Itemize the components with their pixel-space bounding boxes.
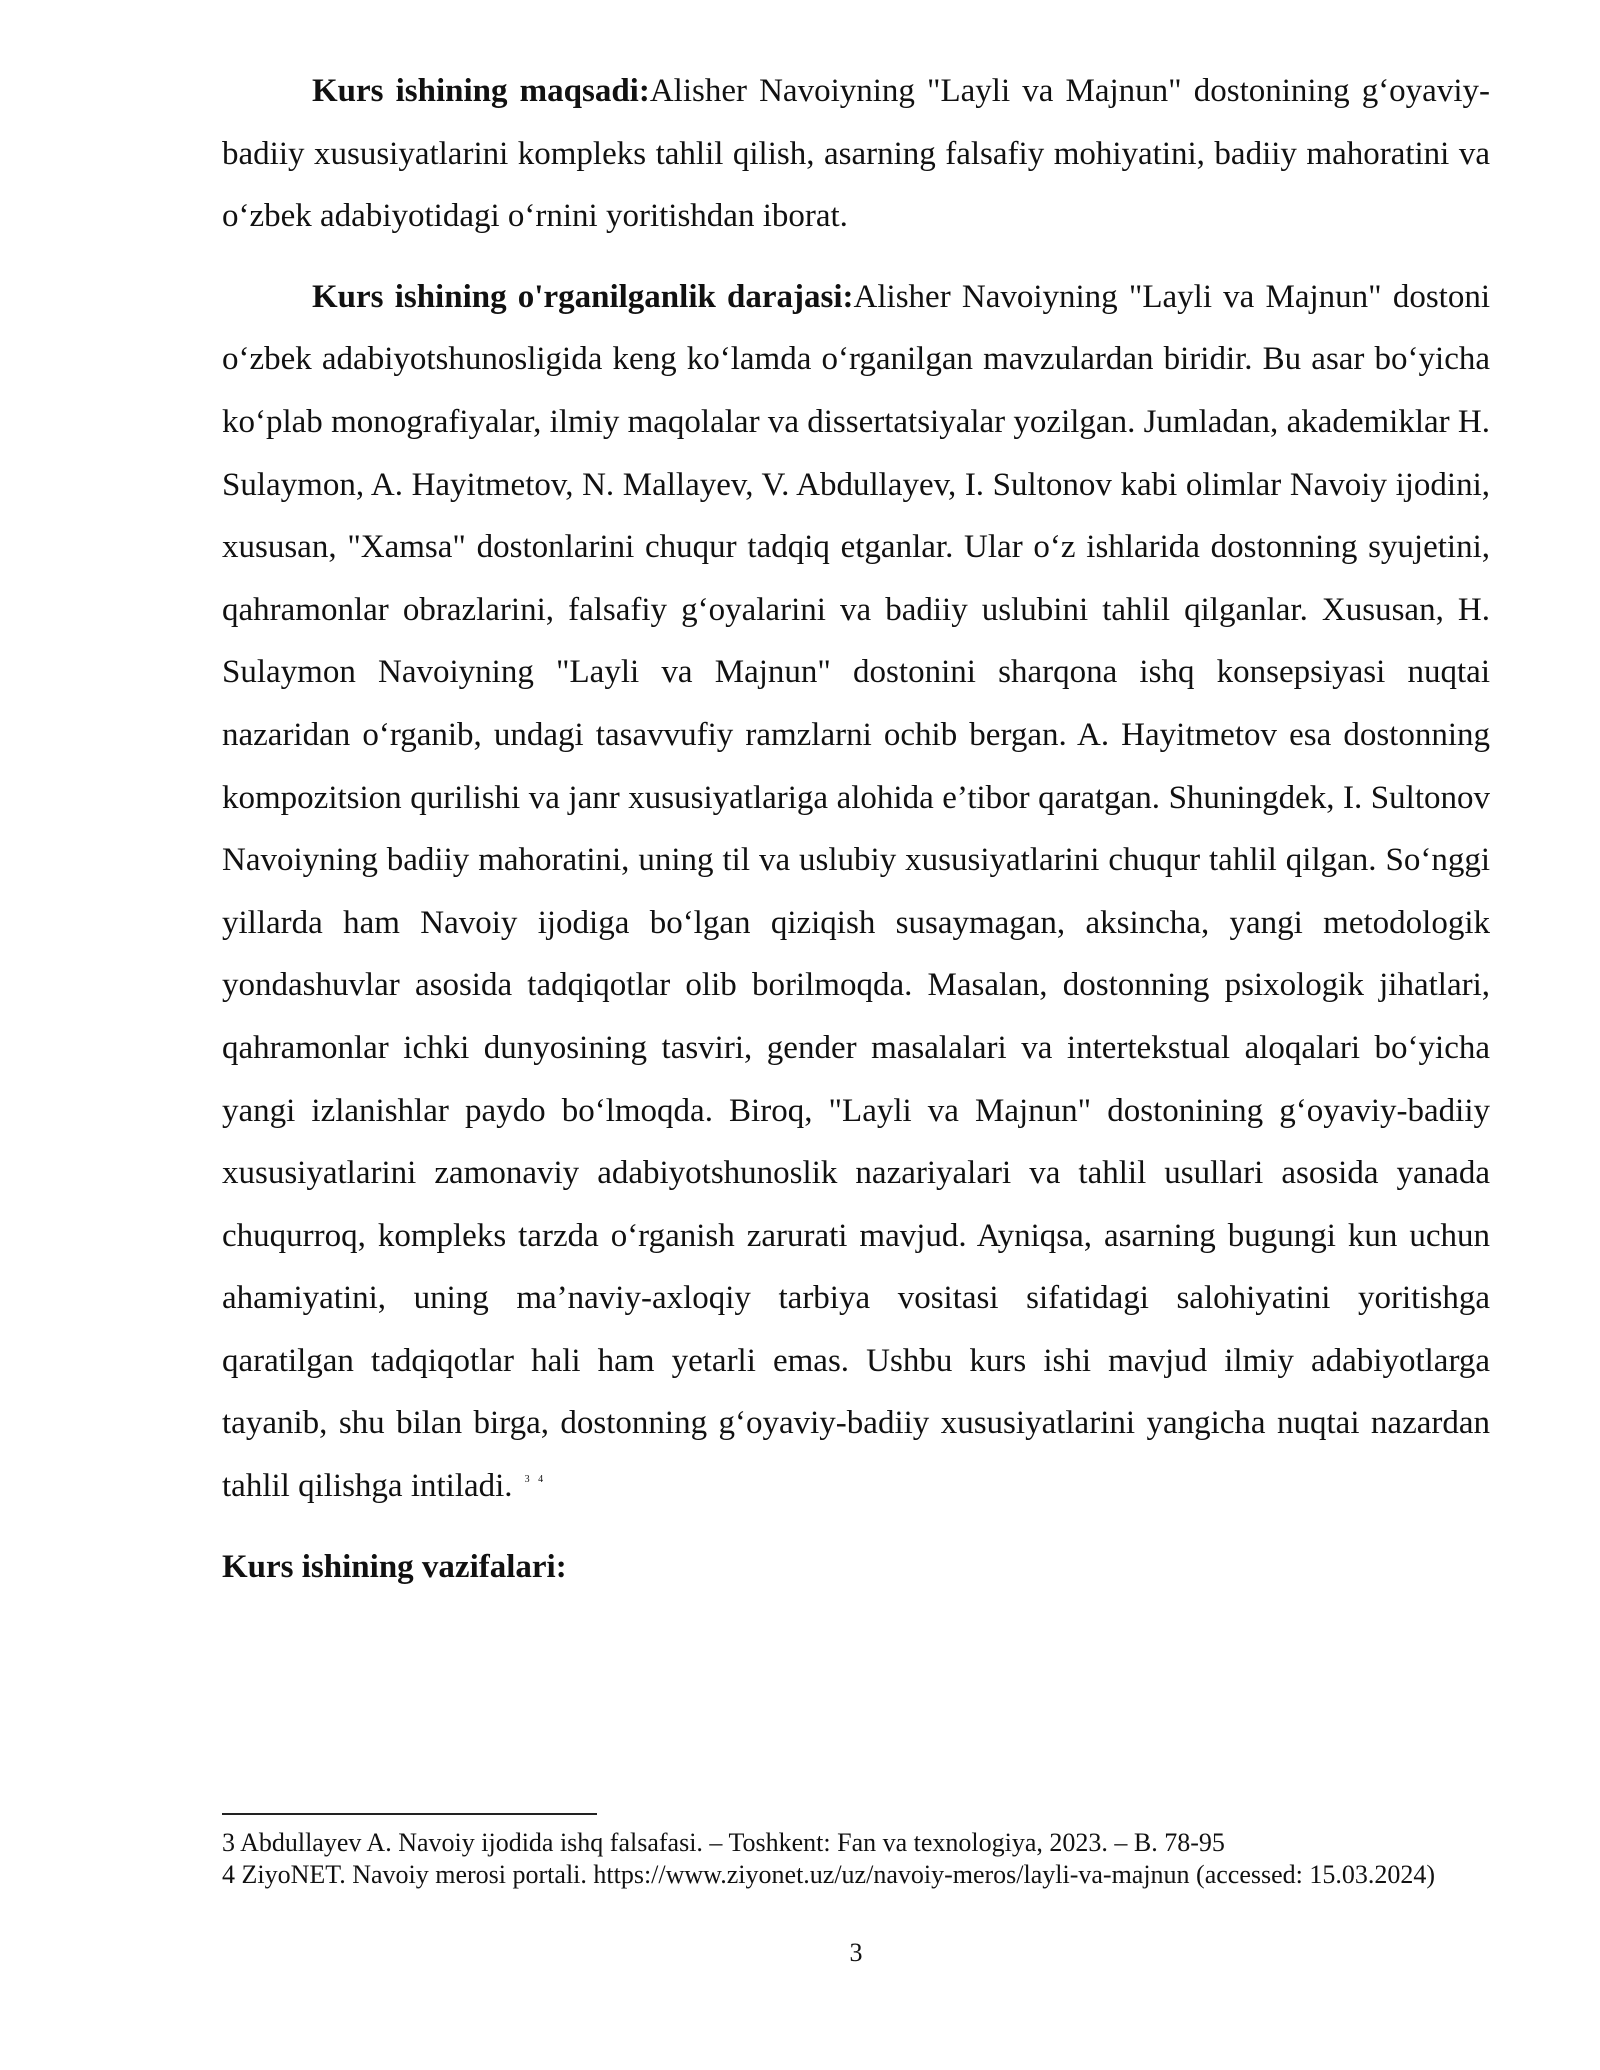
study-level-label: Kurs ishining o'rganilganlik darajasi:: [312, 278, 854, 315]
footnote-separator: [222, 1813, 597, 1815]
goal-text: Alisher Navoiyning "Layli va Majnun" dostonining g‘oyaviy-badiiy xususiyatlarini kompleks tahlil qilish, asarning falsafiy mohiyatini, badiiy mahoratini va o‘zbek adabiyotidagi o‘rnini yoritishdan iborat.: [222, 73, 1490, 235]
page-number: 3: [849, 1938, 863, 1967]
footnote-3: 3 Abdullayev A. Navoiy ijodida ishq falsafasi. – Toshkent: Fan va texnologiya, 2023. – B. 78-95: [222, 1828, 1225, 1857]
study-level-text: Alisher Navoiyning "Layli va Majnun" dostoni o‘zbek adabiyotshunosligida keng ko‘lamda o‘rganilgan mavzulardan biridir. Bu asar bo‘yicha ko‘plab monografiyalar, ilmiy maqolalar va dissertatsiyalar yozilgan. Jumladan, akademiklar H. Sulaymon, A. Hayitmetov, N. Mallayev, V. Abdullayev, I. Sultonov kabi olimlar Navoiy ijodini, xususan, "Xamsa" dostonlarini chuqur tadqiq etganlar. Ular o‘z ishlarida dostonning syujetini, qahramonlar obrazlarini, falsafiy g‘oyalarini va badiiy uslubini tahlil qilganlar. Xususan, H. Sulaymon Navoiyning "Layli va Majnun" dostonini sharqona ishq konsepsiyasi nuqtai nazaridan o‘rganib, undagi tasavvufiy ramzlarni ochib bergan. A. Hayitmetov esa dostonning kompozitsion qurilishi va janr xususiyatlariga alohida e’tibor qaratgan. Shuningdek, I. Sultonov Navoiyning badiiy mahoratini, uning til va uslubiy xususiyatlarini chuqur tahlil qilgan. So‘nggi yillarda ham Navoiy ijodiga bo‘lgan qiziqish susaymagan, aksincha, yangi metodologik yondashuvlar asosida tadqiqotlar olib borilmoqda. Masalan, dostonning psixologik jihatlari, qahramonlar ichki dunyosining tasviri, gender masalalari va intertekstual aloqalari bo‘yicha yangi izlanishlar paydo bo‘lmoqda. Biroq, "Layli va Majnun" dostonining g‘oyaviy-badiiy xususiyatlarini zamonaviy adabiyotshunoslik nazariyalari va tahlil usullari asosida yanada chuqurroq, kompleks tarzda o‘rganish zarurati mavjud. Ayniqsa, asarning bugungi kun uchun ahamiyatini, uning ma’naviy-axloqiy tarbiya vositasi sifatidagi salohiyatini yoritishga qaratilgan tadqiqotlar hali ham yetarli emas. Ushbu kurs ishi mavjud ilmiy adabiyotlarga tayanib, shu bilan birga, dostonning g‘oyaviy-badiiy xususiyatlarini yangicha nuqtai nazardan tahlil qilishga intiladi.: [222, 278, 1490, 1505]
goal-paragraph: [222, 60, 1490, 248]
tasks-heading: Kurs ishining vazifalari:: [222, 1548, 567, 1585]
footnote-4: 4 ZiyoNET. Navoiy merosi portali. https://www.ziyonet.uz/uz/navoiy-meros/layli-va-majnun (accessed: 15.03.2024): [222, 1860, 1436, 1889]
footnotes: [222, 1827, 1490, 1891]
document-body: [222, 60, 1490, 1598]
study-level-paragraph: [222, 266, 1490, 1518]
goal-label: Kurs ishining maqsadi:: [312, 73, 650, 109]
footnote-reference: 3 4: [524, 1474, 547, 1486]
